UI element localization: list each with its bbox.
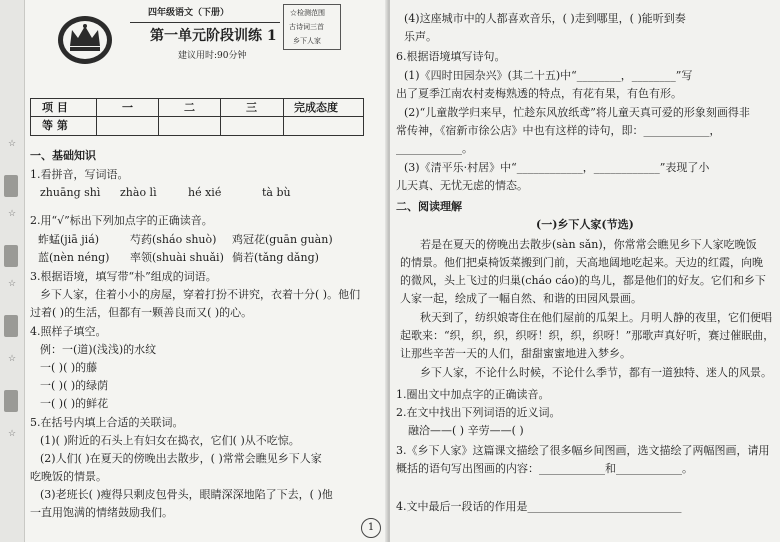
passage-line: 人家一起，绘成了一幅自然、和谐的田园风景画。 [400, 292, 642, 305]
question: 2.在文中找出下列词语的近义词。 [396, 406, 561, 419]
pinyin: zhào lì [120, 186, 157, 199]
example: 例：一(道)(浅浅)的水纹 [40, 343, 157, 356]
question: 3.《乡下人家》这篇课文描绘了很多幅乡间图画，选文描绘了两幅图画，请用 [396, 444, 770, 457]
question-text: 融洽——( ) 辛劳——( ) [408, 424, 524, 437]
question: 6.根据语境填写诗句。 [396, 50, 506, 63]
passage-line: 若是在夏天的傍晚出去散步(sàn sǎn)，你常常会瞧见乡下人家吃晚饭 [420, 238, 757, 251]
question-text: 一直用饱满的情绪鼓励我们。 [30, 506, 173, 519]
reading-option: 率领(shuài shuǎi) [130, 251, 224, 264]
reading-option: 鸡冠花(guān guàn) [232, 233, 333, 246]
passage-line: 起歌来：“织，织，织，织呀！织，织，织呀！”那歌声真好听，赛过催眠曲， [400, 329, 775, 342]
passage-line: 的微风，头上飞过的归巢(cháo cáo)的鸟儿，都是他们的好友。它们和乡下 [400, 274, 766, 287]
star-icon: ☆ [8, 279, 17, 289]
scope-tag: 古诗词三首 [289, 23, 324, 31]
scope-tag: ☆检测范围 [290, 9, 325, 17]
question-text: (1)《四时田园杂兴》(其二十五)中“________，________”写 [404, 69, 693, 82]
binding-tab [4, 245, 18, 267]
question: 4.照样子填空。 [30, 325, 107, 338]
page-number: 1 [361, 518, 381, 538]
question-text: 概括的语句写出图画的内容：____________和____________。 [396, 462, 693, 475]
section-heading: 二、阅读理解 [396, 200, 462, 213]
passage-line: 乡下人家，不论什么时候，不论什么季节，都有一道独特、迷人的风景。 [420, 366, 772, 379]
question-text: 儿天真、无忧无虑的情态。 [396, 179, 528, 192]
passage-title: (一)乡下人家(节选) [536, 218, 634, 231]
table-header: 完成态度 [294, 101, 338, 114]
table-header: 一 [122, 101, 133, 114]
question-text: 过着( )的生活，但都有一颗善良而又( )的心。 [30, 306, 253, 319]
question-text: (3)《清平乐·村居》中“____________，____________”表现了小 [404, 161, 710, 174]
crown-logo [56, 14, 114, 66]
question-text: 吃晚饭的情景。 [30, 470, 107, 483]
table-header: 项 目 [42, 101, 68, 114]
star-icon: ☆ [8, 354, 17, 364]
reading-option: 蚱蜢(jiā jiá) [38, 233, 100, 246]
question-text: (2)人们( )在夏天的傍晚出去散步，( )常常会瞧见乡下人家 [40, 452, 322, 465]
question: 4.文中最后一段话的作用是____________________________ [396, 500, 682, 513]
page-title: 第一单元阶段训练 1 [150, 28, 277, 44]
reading-option: 芍药(sháo shuò) [130, 233, 217, 246]
question-text: (2)“儿童散学归来早，忙趁东风放纸鸢”将儿童天真可爱的形象刻画得非 [404, 106, 750, 119]
question-text: 出了夏季江南农村麦梅熟透的特点，有花有果，有色有形。 [396, 87, 682, 100]
question-text: (3)老班长( )瘦得只剩皮包骨头，眼睛深深地陷了下去，( )他 [40, 488, 333, 501]
question-text: (1)( )附近的石头上有妇女在捣衣，它们( )从不吃惊。 [40, 434, 300, 447]
question: 5.在括号内填上合适的关联词。 [30, 416, 184, 429]
passage-line: 让那些辛苦一天的人们，甜甜蜜蜜地进入梦乡。 [400, 347, 631, 360]
question-text: 常传神，《宿新市徐公店》中也有这样的诗句，即：____________， [396, 124, 721, 137]
pinyin: tà bù [262, 186, 291, 199]
suggested-time: 建议用时:90分钟 [178, 51, 247, 61]
passage-line: 的情景。他们把桌椅饭菜搬到门前，天高地阔地吃起来。天边的红霞，向晚 [400, 256, 763, 269]
reading-option: 倘若(tǎng dǎng) [232, 251, 319, 264]
question: 1.圈出文中加点字的正确读音。 [396, 388, 550, 401]
reading-option: 蓝(nèn néng) [38, 251, 110, 264]
star-icon: ☆ [8, 429, 17, 439]
question-text: 乡下人家，住着小小的房屋，穿着打扮不讲究，衣着十分( )。他们 [40, 288, 361, 301]
binding-tab [4, 315, 18, 337]
fill-item: 一( )( )的藤 [40, 361, 98, 374]
question: 3.根据语境，填写带“朴”组成的词语。 [30, 270, 217, 283]
pinyin: hé xié [188, 186, 222, 199]
binding-tab [4, 390, 18, 412]
question: 2.用“√”标出下列加点字的正确读音。 [30, 214, 213, 227]
section-heading: 一、基础知识 [30, 149, 96, 162]
question: 1.看拼音，写词语。 [30, 168, 129, 181]
question-text: 乐声。 [404, 30, 437, 43]
right-page [390, 0, 780, 542]
binding-strip [0, 0, 25, 542]
question-text: (4)这座城市中的人都喜欢音乐，( )走到哪里，( )能听到奏 [404, 12, 686, 25]
fill-item: 一( )( )的鲜花 [40, 397, 109, 410]
table-header: 三 [246, 101, 257, 114]
fill-item: 一( )( )的绿荫 [40, 379, 109, 392]
passage-line: 秋天到了，纺织娘寄住在他们屋前的瓜架上。月明人静的夜里，它们便唱 [420, 311, 772, 324]
star-icon: ☆ [8, 209, 17, 219]
series-label: 四年级语文（下册） [148, 8, 230, 18]
binding-tab [4, 175, 18, 197]
table-row-label: 等 第 [42, 119, 68, 132]
pinyin: zhuāng shì [40, 186, 101, 199]
star-icon: ☆ [8, 139, 17, 149]
scope-tag: 乡下人家 [293, 37, 321, 45]
table-header: 二 [184, 101, 195, 114]
question-text: ____________。 [396, 142, 473, 155]
scope-box [283, 4, 341, 50]
left-page [0, 0, 388, 542]
